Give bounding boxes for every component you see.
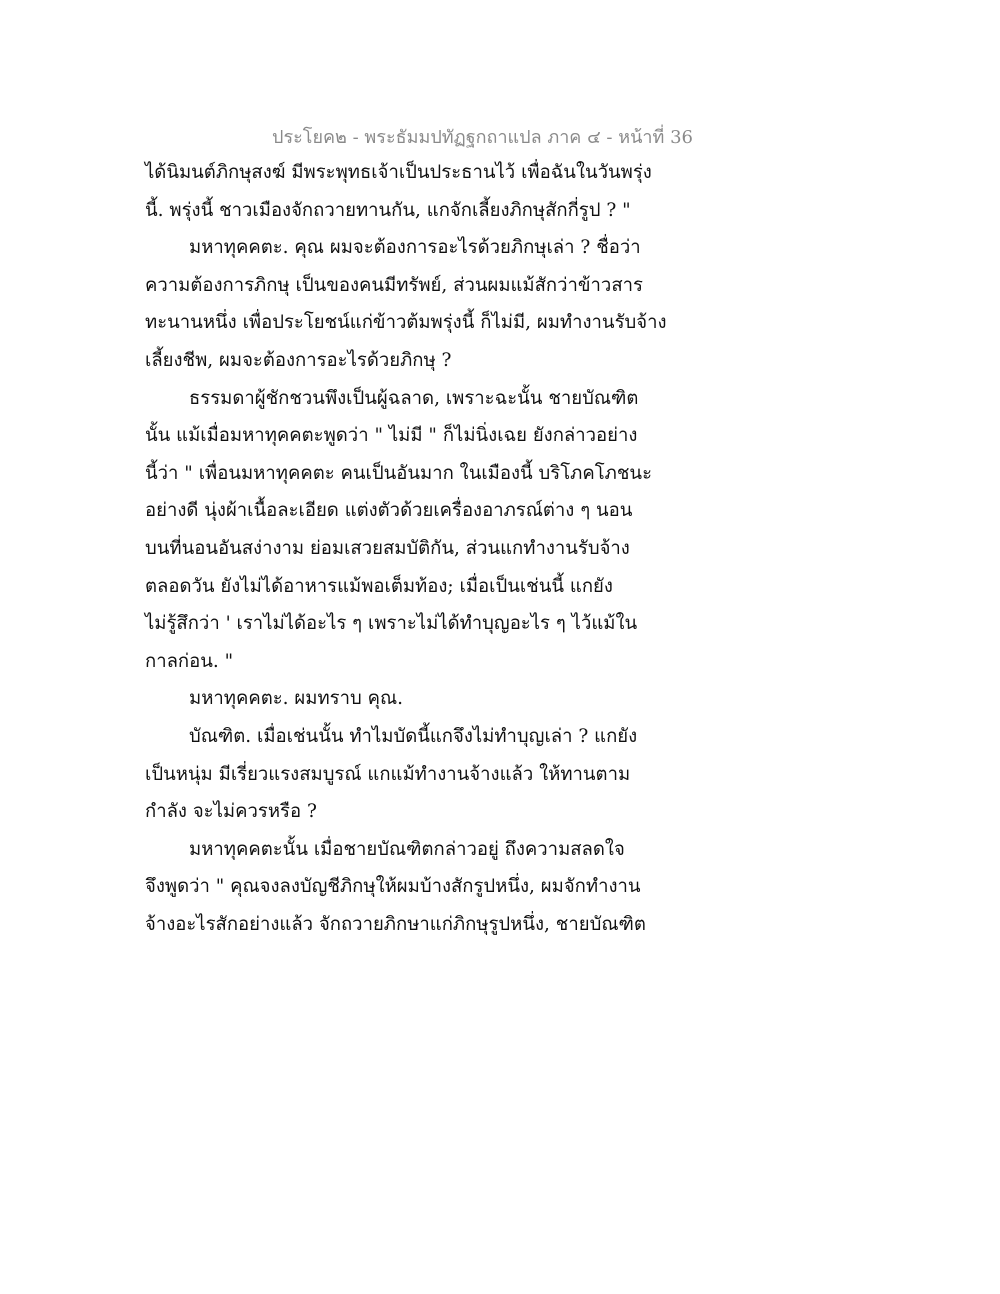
text-line: มหาทุคคตะนั้น เมื่อชายบัณฑิตกล่าวอยู่ ถึงความสลดใจ	[189, 838, 625, 860]
text-line: มหาทุคคตะ. ผมทราบ คุณ.	[189, 688, 404, 710]
text-line: ไม่รู้สึกว่า ' เราไม่ได้อะไร ๆ เพราะไม่ได้ทำบุญอะไร ๆ ไว้แม้ใน	[145, 613, 638, 635]
text-line: อย่างดี นุ่งผ้าเนื้อละเอียด แต่งตัวด้วยเครื่องอาภรณ์ต่าง ๆ นอน	[145, 500, 633, 522]
text-line: จ้างอะไรสักอย่างแล้ว จักถวายภิกษาแก่ภิกษุรูปหนึ่ง, ชายบัณฑิต	[145, 913, 646, 935]
text-line: บนที่นอนอันสง่างาม ย่อมเสวยสมบัติกัน, ส่วนแกทำงานรับจ้าง	[145, 537, 630, 559]
text-line: เป็นหนุ่ม มีเรี่ยวแรงสมบูรณ์ แกแม้ทำงานจ้างแล้ว ให้ทานตาม	[145, 763, 631, 785]
text-line: บัณฑิต. เมื่อเช่นนั้น ทำไมบัดนี้แกจึงไม่ทำบุญเล่า ? แกยัง	[189, 725, 638, 747]
page-header: ประโยค๒ - พระธัมมปทัฏฐกถาแปล ภาค ๔ - หน้าที่ 36	[272, 127, 693, 148]
text-line: ทะนานหนึ่ง เพื่อประโยชน์แก่ข้าวต้มพรุ่งนี้ ก็ไม่มี, ผมทำงานรับจ้าง	[145, 312, 667, 334]
body-text	[145, 154, 705, 943]
text-line: จึงพูดว่า " คุณจงลงบัญชีภิกษุให้ผมบ้างสักรูปหนึ่ง, ผมจักทำงาน	[145, 876, 641, 898]
text-line: ธรรมดาผู้ชักชวนพึงเป็นผู้ฉลาด, เพราะฉะนั้น ชายบัณฑิต	[189, 387, 639, 409]
text-line: นี้. พรุ่งนี้ ชาวเมืองจักถวายทานกัน, แกจักเลี้ยงภิกษุสักกี่รูป ? "	[145, 199, 631, 221]
text-line: ความต้องการภิกษุ เป็นของคนมีทรัพย์, ส่วนผมแม้สักว่าข้าวสาร	[145, 274, 643, 296]
text-line: นั้น แม้เมื่อมหาทุคคตะพูดว่า " ไม่มี " ก็ไม่นิ่งเฉย ยังกล่าวอย่าง	[145, 425, 638, 447]
text-line: นี้ว่า " เพื่อนมหาทุคคตะ คนเป็นอันมาก ในเมืองนี้ บริโภคโภชนะ	[145, 462, 653, 484]
text-line: ตลอดวัน ยังไม่ได้อาหารแม้พอเต็มท้อง; เมื่อเป็นเช่นนี้ แกยัง	[145, 575, 613, 597]
text-line: กำลัง จะไม่ควรหรือ ?	[145, 801, 317, 823]
text-line: เลี้ยงชีพ, ผมจะต้องการอะไรด้วยภิกษุ ?	[145, 349, 452, 371]
text-line: ได้นิมนต์ภิกษุสงฆ์ มีพระพุทธเจ้าเป็นประธานไว้ เพื่อฉันในวันพรุ่ง	[145, 162, 652, 183]
text-line: มหาทุคคตะ. คุณ ผมจะต้องการอะไรด้วยภิกษุเล่า ? ชื่อว่า	[189, 237, 641, 259]
text-line: กาลก่อน. "	[145, 650, 234, 672]
